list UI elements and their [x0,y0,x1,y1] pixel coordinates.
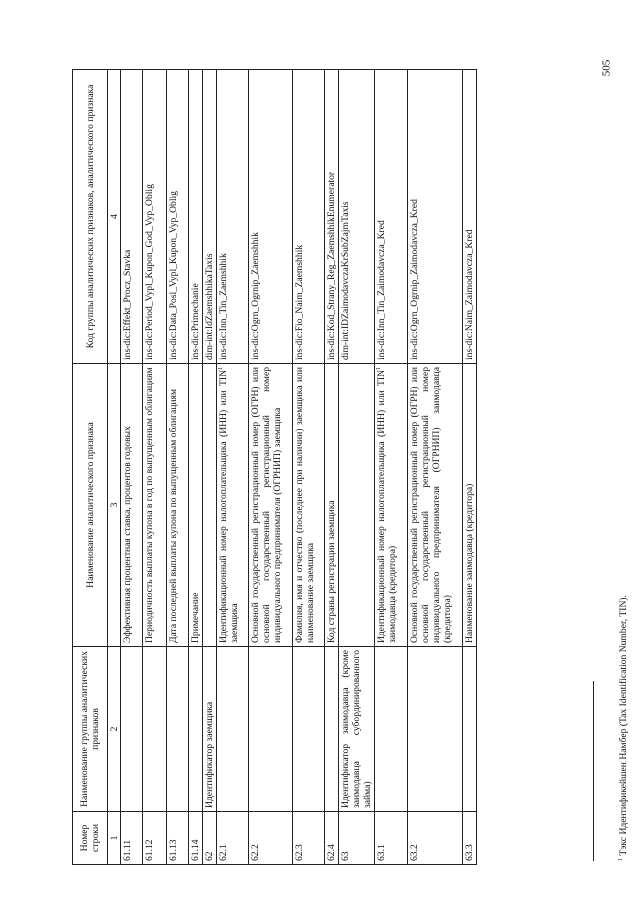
attribute-code: dim-int:IdZaemshhikaTaxis [203,70,217,364]
attribute-name [249,364,293,647]
col-number: 4 [108,70,121,364]
attribute-code: ins-dic:Primechanie [189,70,203,364]
header-row-number: Номер строки [73,812,108,865]
attribute-code: ins-dic:Effekt_Procz_Stavka [121,70,143,364]
attribute-name-text: Примечание [190,592,201,643]
attribute-name-text: Основной государственный регистрационный номер (ОГРН) или основной государственный регистрационный номер индивидуального предпринимателя (ОГРНИП) заимодавца (кредитора) [409,367,453,643]
attribute-name-text: Код страны регистрации заемщика [326,500,337,643]
row-number: 62 [203,812,217,865]
attribute-name-text: Дата последней выплаты купона по выпущенным облигациям [168,388,179,643]
footnote [618,595,629,861]
row-number: 63 [339,812,375,865]
col-number: 3 [108,364,121,647]
row-number: 61.13 [167,812,189,865]
group-name [463,647,477,812]
header-code: Код группы аналитических признаков, аналитического признака [73,70,108,364]
attribute-code: ins-dic:Kod_Strany_Reg_ZaemshhikEnumerator [325,70,339,364]
attribute-name-text: Эффективная процентная ставка, процентов годовых [122,426,133,643]
attribute-code: ins-dic:Data_Posl_Vypl_Kupon_Vyp_Oblig [167,70,189,364]
attribute-code: ins-dic:Ogrn_Ogrnip_Zaimodavcza_Kred [408,70,463,364]
attribute-code: ins-dic:Ogrn_Ogrnip_Zaemshhik [249,70,293,364]
attribute-name [203,364,217,647]
header-attribute-name: Наименование аналитического признака [73,364,108,647]
group-name [408,647,463,812]
table-row [203,70,217,865]
row-number: 62.1 [217,812,249,865]
attribute-name [293,364,325,647]
row-number: 63.1 [375,812,408,865]
table-row [143,70,167,865]
group-name [325,647,339,812]
attribute-name [325,364,339,647]
attribute-name [189,364,203,647]
attribute-code: ins-dic:Fio_Naim_Zaemshhik [293,70,325,364]
attribute-code: ins-dic:Naim_Zaimodavcza_Kred [463,70,477,364]
header-group-name: Наименование группы аналитических признаков [73,647,108,812]
group-name [293,647,325,812]
attribute-name-tail: заемщика [229,603,240,643]
group-name: Идентификатор заемщика [203,647,217,812]
attribute-name-text: Фамилия, имя и отчество (последнее при наличии) заемщика или наименование заемщика [294,367,316,643]
table-row [408,70,463,865]
attribute-name-text: Основной государственный регистрационный номер (ОГРН) или основной государственный регистрационный номер индивидуального предпринимателя (ОГРНИП) заемщика [250,367,283,643]
table-row [249,70,293,865]
table-row [121,70,143,865]
attribute-name [463,364,477,647]
footnote-text: Тэкс Идентификейшен Намбер (Tax Identification Number, TIN). [618,595,629,858]
group-name [189,647,203,812]
row-number: 61.12 [143,812,167,865]
group-name [217,647,249,812]
table-row [375,70,408,865]
column-number-row [108,70,121,865]
group-name [249,647,293,812]
attribute-name [121,364,143,647]
row-number: 61.14 [189,812,203,865]
attributes-table [72,69,477,865]
attribute-name [167,364,189,647]
row-number: 63.3 [463,812,477,865]
table-row [167,70,189,865]
table-row [189,70,203,865]
col-number: 1 [108,812,121,865]
attribute-code: ins-dic:Inn_Tin_Zaemshhik [217,70,249,364]
row-number: 62.2 [249,812,293,865]
row-number: 62.4 [325,812,339,865]
attribute-name [339,364,375,647]
attribute-name [143,364,167,647]
group-name [167,647,189,812]
table-row [325,70,339,865]
attribute-name [375,364,408,647]
table-row [217,70,249,865]
attribute-code: dim-int:IDZaimodavczaKrSubZajmTaxis [339,70,375,364]
group-name [375,647,408,812]
table-body [121,70,477,865]
table-row [339,70,375,865]
attribute-name-text: Идентификационный номер налогоплательщика (ИНН) или TIN [376,370,387,643]
attribute-name-text: Идентификационный номер налогоплательщика (ИНН) или TIN [218,370,229,643]
footnote-ref: 1 [376,367,382,370]
row-number: 61.11 [121,812,143,865]
group-name: Идентификатор заимодавца (кроме заимодавца субординированного займа) [339,647,375,812]
attribute-name [408,364,463,647]
table-header-row [73,70,108,865]
rotated-page [72,70,629,865]
col-number: 2 [108,647,121,812]
footnote-rule [593,681,594,861]
page-number: 505 [600,59,613,77]
attribute-name-text: Наименование заимодавца (кредитора) [464,483,475,643]
table-row [463,70,477,865]
group-name [143,647,167,812]
row-number: 63.2 [408,812,463,865]
footnote-mark: 1 [618,858,624,861]
attribute-code: ins-dic:Period_Vypl_Kupon_God_Vyp_Oblig [143,70,167,364]
table-row [293,70,325,865]
attribute-code: ins-dic:Inn_Tin_Zaimodavcza_Kred [375,70,408,364]
attribute-name-tail: заимодавца (кредитора) [387,545,398,643]
attribute-name [217,364,249,647]
row-number: 62.3 [293,812,325,865]
group-name [121,647,143,812]
footnote-ref: 1 [218,367,224,370]
attribute-name-text: Периодичность выплаты купона в год по выпущенным облигациям [144,367,155,643]
